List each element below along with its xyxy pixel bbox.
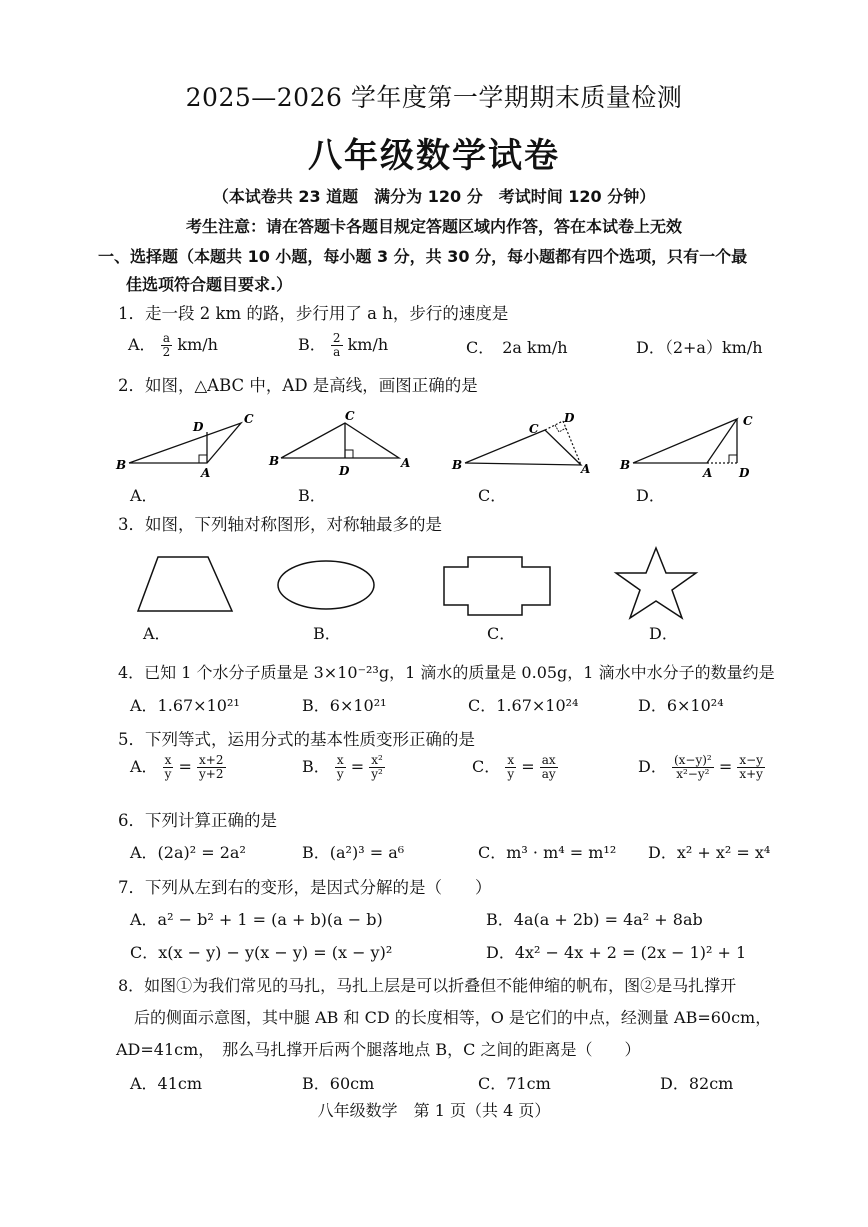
svg-text:D: D	[739, 466, 750, 480]
svg-text:D: D	[339, 464, 350, 478]
q5-stem: 5．下列等式，运用分式的基本性质变形正确的是	[118, 730, 475, 749]
svg-text:B: B	[116, 458, 127, 472]
q3-trapezoid	[138, 557, 232, 611]
exam-title: 2025—2026 学年度第一学期期末质量检测	[185, 83, 683, 112]
q6-option-d: D．x² + x² = x⁴	[648, 843, 771, 862]
q3-stem: 3．如图，下列轴对称图形，对称轴最多的是	[118, 515, 442, 534]
q8-option-d: D．82cm	[660, 1074, 734, 1093]
q4-option-b: B．6×10²¹	[302, 696, 387, 715]
q8-line3: AD=41cm， 那么马扎撑开后两个腿落地点 B，C 之间的距离是（ ）	[116, 1040, 641, 1059]
q2-figure-d	[619, 414, 753, 480]
page-footer: 八年级数学 第 1 页（共 4 页）	[317, 1101, 551, 1120]
q1-option-d: D．（2+a）km/h	[636, 338, 763, 357]
q8-option-b: B．60cm	[302, 1074, 375, 1093]
q1-stem: 1．走一段 2 km 的路，步行用了 a h，步行的速度是	[118, 304, 509, 323]
q1-option-c: C． 2a km/h	[466, 338, 568, 357]
q6-option-a: A．(2a)² = 2a²	[130, 843, 246, 862]
q5-option-a: A． $\frac{x}{y}$ = $\frac{x+2}{y+2}$	[130, 753, 224, 781]
svg-text:D: D	[193, 420, 204, 434]
q6-option-b: B．(a²)³ = a⁶	[302, 843, 405, 862]
exam-subtitle: 八年级数学试卷	[308, 136, 560, 176]
q8-option-a: A．41cm	[130, 1074, 203, 1093]
q8-line1: 8．如图①为我们常见的马扎，马扎上层是可以折叠但不能伸缩的帆布，图②是马扎撑开	[118, 976, 737, 995]
svg-text:B: B	[452, 458, 463, 472]
svg-text:A: A	[703, 466, 713, 480]
exam-notice: 考生注意：请在答题卡各题目规定答题区域内作答，答在本试卷上无效	[185, 217, 682, 236]
q2-label-a: A．	[130, 486, 158, 505]
q3-cross	[444, 557, 550, 615]
section-heading-line2: 佳选项符合题目要求.）	[126, 275, 293, 294]
q2-figure-c	[451, 411, 590, 476]
q4-option-c: C．1.67×10²⁴	[468, 696, 579, 715]
q8-line2: 后的侧面示意图，其中腿 AB 和 CD 的长度相等，O 是它们的中点，经测量 AB=60cm，	[134, 1008, 772, 1027]
q3-label-b: B．	[313, 624, 341, 643]
q3-shape-figures	[130, 545, 710, 620]
svg-text:C: C	[529, 422, 539, 436]
svg-text:A: A	[581, 462, 591, 476]
q8-option-c: C．71cm	[478, 1074, 551, 1093]
q4-stem: 4．已知 1 个水分子质量是 3×10⁻²³g，1 滴水的质量是 0.05g，1 滴水中水分子的数量约是	[118, 663, 775, 682]
q2-figure-b	[268, 409, 410, 478]
q2-triangle-figures	[105, 405, 795, 480]
svg-text:C: C	[743, 414, 753, 428]
svg-text:A: A	[201, 466, 211, 480]
q2-figure-a	[115, 412, 254, 480]
q7-option-b: B．4a(a + 2b) = 4a² + 8ab	[486, 910, 703, 929]
q2-label-b: B．	[298, 486, 326, 505]
q2-label-d: D．	[636, 486, 665, 505]
svg-text:C: C	[345, 409, 355, 423]
q4-option-d: D．6×10²⁴	[638, 696, 724, 715]
q3-label-a: A．	[143, 624, 171, 643]
q1-option-a: A． $\frac{a}{2}$ km/h	[128, 331, 218, 359]
q2-label-c: C．	[478, 486, 507, 505]
svg-text:B: B	[620, 458, 631, 472]
svg-text:C: C	[244, 412, 254, 426]
svg-text:D: D	[564, 411, 575, 425]
q4-option-a: A．1.67×10²¹	[130, 696, 240, 715]
svg-text:B: B	[269, 454, 280, 468]
q7-stem: 7．下列从左到右的变形，是因式分解的是（ ）	[118, 878, 492, 897]
q6-option-c: C．m³ · m⁴ = m¹²	[478, 843, 617, 862]
q3-star	[616, 548, 696, 618]
q7-option-d: D．4x² − 4x + 2 = (2x − 1)² + 1	[486, 943, 747, 962]
q5-option-c: C． $\frac{x}{y}$ = $\frac{ax}{ay}$	[472, 753, 556, 781]
q3-label-c: C．	[487, 624, 516, 643]
q7-option-a: A．a² − b² + 1 = (a + b)(a − b)	[130, 910, 383, 929]
q6-stem: 6．下列计算正确的是	[118, 811, 277, 830]
q5-option-b: B． $\frac{x}{y}$ = $\frac{\text{x²}}{\text{y²}}$	[302, 753, 383, 781]
q5-option-d: D． $\frac{\text{(x−y)²}}{\text{x²−y²}}$ = $\frac{x-y}{x+y}$	[638, 753, 763, 781]
q1-option-b: B． $\frac{2}{a}$ km/h	[298, 331, 389, 359]
q7-option-c: C．x(x − y) − y(x − y) = (x − y)²	[130, 943, 393, 962]
q3-ellipse	[278, 561, 374, 609]
exam-info: （本试卷共 23 道题 满分为 120 分 考试时间 120 分钟）	[212, 187, 656, 206]
svg-text:A: A	[401, 456, 411, 470]
q3-label-d: D．	[649, 624, 678, 643]
q2-stem: 2．如图，△ABC 中，AD 是高线，画图正确的是	[118, 376, 478, 395]
section-heading-line1: 一、选择题（本题共 10 小题，每小题 3 分，共 30 分，每小题都有四个选项，只有一个最	[98, 247, 748, 266]
